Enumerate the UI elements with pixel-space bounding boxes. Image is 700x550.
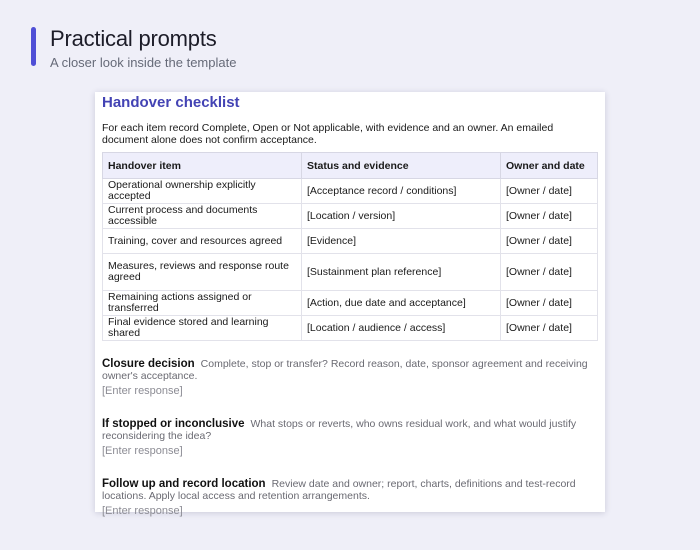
cell-status[interactable]: [Sustainment plan reference]: [302, 254, 501, 291]
cell-status[interactable]: [Location / audience / access]: [302, 316, 501, 341]
document-card: [95, 92, 605, 517]
cell-owner[interactable]: [Owner / date]: [501, 291, 598, 316]
cell-item: Measures, reviews and response route agreed: [103, 254, 302, 291]
table-row: [103, 229, 598, 254]
page-title: Practical prompts: [50, 26, 217, 51]
cell-owner[interactable]: [Owner / date]: [501, 229, 598, 254]
follow-up-section: [102, 478, 597, 517]
closure-decision-section: [102, 358, 597, 397]
column-header-owner: Owner and date: [501, 153, 598, 179]
cell-item: Remaining actions assigned or transferred: [103, 291, 302, 316]
response-field[interactable]: [Enter response]: [102, 505, 183, 517]
stopped-section: [102, 418, 597, 457]
section-heading: Closure decision: [102, 358, 195, 370]
handover-table: [102, 152, 598, 341]
column-header-item: Handover item: [103, 153, 302, 179]
document-intro: For each item record Complete, Open or Not applicable, with evidence and an owner. An emailed document alone does not confirm acceptance.: [102, 122, 554, 146]
cell-status[interactable]: [Acceptance record / conditions]: [302, 179, 501, 204]
document-title: Handover checklist: [102, 94, 240, 111]
table-row: [103, 179, 598, 204]
table-row: [103, 316, 598, 341]
table-row: [103, 291, 598, 316]
cell-item: Final evidence stored and learning shared: [103, 316, 302, 341]
cell-status[interactable]: [Evidence]: [302, 229, 501, 254]
cell-owner[interactable]: [Owner / date]: [501, 316, 598, 341]
cell-item: Training, cover and resources agreed: [103, 229, 302, 254]
section-heading: Follow up and record location: [102, 478, 266, 490]
cell-item: Current process and documents accessible: [103, 204, 302, 229]
response-field[interactable]: [Enter response]: [102, 445, 183, 457]
section-prompt: Complete, stop or transfer? Record reason, date, sponsor agreement and receiving owner's acceptance.: [102, 358, 588, 382]
cell-owner[interactable]: [Owner / date]: [501, 254, 598, 291]
accent-bar: [31, 27, 36, 66]
section-prompt: What stops or reverts, who owns residual work, and what would justify reconsidering the idea?: [102, 418, 577, 442]
cell-owner[interactable]: [Owner / date]: [501, 179, 598, 204]
section-heading: If stopped or inconclusive: [102, 418, 245, 430]
column-header-status: Status and evidence: [302, 153, 501, 179]
table-header-row: [103, 153, 598, 179]
page-subtitle: A closer look inside the template: [50, 55, 237, 70]
response-field[interactable]: [Enter response]: [102, 385, 183, 397]
cell-status[interactable]: [Location / version]: [302, 204, 501, 229]
table-row: [103, 254, 598, 291]
table-row: [103, 204, 598, 229]
response-sections: [102, 358, 597, 517]
cell-item: Operational ownership explicitly accepted: [103, 179, 302, 204]
cell-status[interactable]: [Action, due date and acceptance]: [302, 291, 501, 316]
cell-owner[interactable]: [Owner / date]: [501, 204, 598, 229]
section-prompt: Review date and owner; report, charts, definitions and test-record locations. Apply local access and retention arrangements.: [102, 478, 576, 502]
